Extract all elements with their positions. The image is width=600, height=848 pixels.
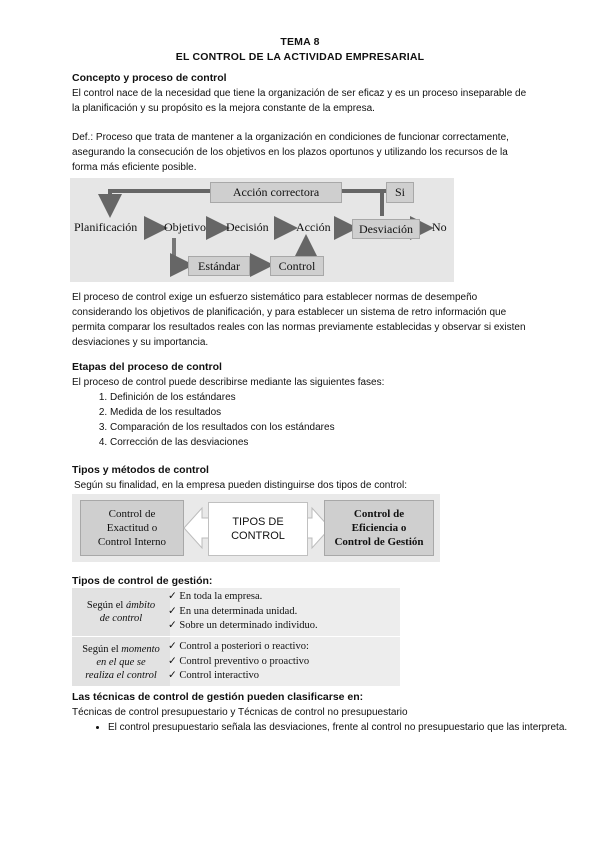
label-accion: Acción	[296, 220, 331, 234]
list-item: 4. Corrección de las desviaciones	[110, 435, 335, 450]
list-item: 1. Definición de los estándares	[110, 390, 335, 405]
eficiencia-line-1: Control de	[353, 508, 405, 520]
box-control: Control	[270, 256, 324, 276]
exactitud-line-1: Control de	[108, 508, 156, 520]
section-heading-tipos: Tipos y métodos de control	[72, 464, 209, 476]
box-estandar: Estándar	[188, 256, 250, 276]
tipos-center-line-2: CONTROL	[231, 530, 285, 542]
tipos-intro: Según su finalidad, en la empresa pueden distinguirse dos tipos de control:	[74, 480, 407, 491]
row-ambito-label	[72, 599, 170, 625]
etapas-intro: El proceso de control puede describirse mediante las siguientes fases:	[72, 377, 385, 388]
tipos-center-line-1: TIPOS DE	[232, 516, 284, 528]
tipos-control-diagram	[72, 494, 440, 562]
paragraph-proceso: El proceso de control exige un esfuerzo sistemático para establecer normas de desempeño considerando los objetivos de planificación, y para establecer un sistema de retro información que permita comparar los resultados reales con las normas previamente establecidas y observar si existen desviaciones y su importancia.	[72, 292, 526, 348]
arrow-obj-std	[174, 238, 186, 265]
exactitud-line-3: Control Interno	[97, 536, 167, 548]
eficiencia-line-3: Control de Gestión	[334, 536, 424, 548]
box-desviacion: Desviación	[352, 219, 420, 239]
label-planificacion: Planificación	[74, 220, 138, 234]
box-control-eficiencia	[324, 500, 434, 556]
list-item: ✓ Sobre un determinado individuo.	[168, 620, 318, 631]
paragraph-concepto: El control nace de la necesidad que tiene la organización de ser eficaz y es un proceso inseparable de la planificación y su propósito es la mejora constante de la empresa.	[72, 88, 527, 114]
box-tipos-de-control	[208, 502, 308, 556]
section-heading-gestion: Tipos de control de gestión:	[72, 575, 213, 587]
list-item: ✓ Control preventivo o proactivo	[168, 655, 310, 667]
section-heading-tecnicas: Las técnicas de control de gestión pueden clasificarse en:	[72, 691, 364, 703]
tecnicas-line: Técnicas de control presupuestario y Técnicas de control no presupuestario	[72, 707, 408, 718]
list-item: 2. Medida de los resultados	[110, 405, 335, 420]
box-si: Si	[386, 182, 414, 203]
row1-label-2: ámbito	[125, 600, 156, 611]
control-process-diagram	[70, 178, 454, 282]
row2-label-1: Según el	[82, 644, 119, 655]
box-accion-correctora: Acción correctora	[210, 182, 342, 203]
table-divider	[72, 636, 400, 637]
row-ambito-items	[168, 590, 318, 634]
eficiencia-line-2: Eficiencia o	[351, 522, 407, 534]
row2-label-4: realiza el control	[85, 670, 157, 681]
section-heading-etapas: Etapas del proceso de control	[72, 361, 222, 373]
list-item: • El control presupuestario señala las desviaciones, frente al control no presupuestario que las interpreta.	[108, 720, 568, 735]
label-decision: Decisión	[226, 220, 269, 234]
row-momento-items	[168, 640, 309, 684]
row1-label-1: Según el	[86, 600, 124, 611]
exactitud-line-2: Exactitud o	[106, 522, 158, 534]
paragraph-definition: Def.: Proceso que trata de mantener a la organización en condiciones de funcionar correctamente, asegurando la consecución de los objetivos en los plazos oportunos y utilizando los recursos de la forma más eficiente posible.	[72, 132, 509, 173]
section-heading-concepto: Concepto y proceso de control	[72, 72, 227, 84]
etapas-list	[90, 390, 335, 450]
list-item: ✓ En toda la empresa.	[168, 591, 263, 602]
label-objetivo: Objetivo	[164, 220, 206, 234]
list-item: 3. Comparación de los resultados con los estándares	[110, 420, 335, 435]
row2-label-2: momento	[121, 644, 160, 655]
row2-label-3: en el que se	[96, 657, 146, 668]
list-item: ✓ Control interactivo	[168, 670, 260, 681]
page-title: EL CONTROL DE LA ACTIVIDAD EMPRESARIAL	[175, 51, 425, 63]
tema-number: TEMA 8	[280, 36, 320, 48]
gestion-table	[72, 588, 400, 686]
tecnicas-bullets	[72, 720, 568, 735]
label-no: No	[432, 220, 447, 234]
list-item: ✓ Control a posteriori o reactivo:	[168, 641, 309, 652]
list-item: ✓ En una determinada unidad.	[168, 605, 298, 617]
row-momento-label	[72, 643, 170, 682]
row1-label-3: de control	[99, 613, 143, 624]
